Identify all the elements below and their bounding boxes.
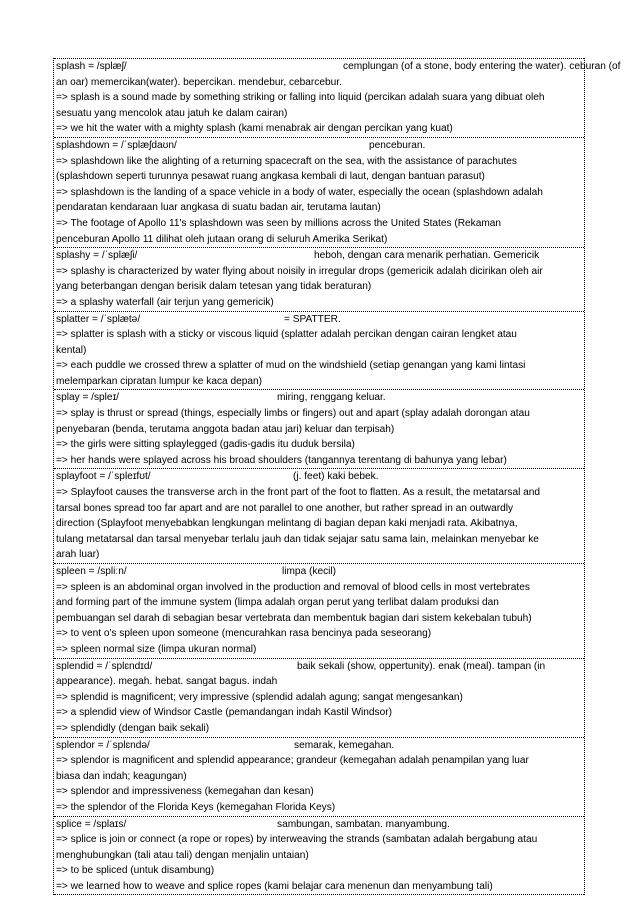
definition: = SPATTER. [284, 313, 341, 325]
entry-text-line: => spleen normal size (limpa ukuran normal) [56, 643, 257, 655]
definition: baik sekali (show, oppertunity). enak (meal). tampan (in [297, 660, 546, 672]
definition: limpa (kecil) [282, 566, 337, 577]
entry-text-line: => to be spliced (untuk disambung) [56, 865, 215, 877]
entry-text-line: => The footage of Apollo 11's splashdown was seen by millions across the United States (Rekaman [56, 217, 502, 229]
dictionary-entry [54, 468, 584, 563]
entry-text-line: => to vent o's spleen upon someone (mencurahkan rasa bencinya pada seseorang) [56, 628, 432, 640]
entry-heading-line [56, 312, 582, 328]
headword: splice = /splaɪs/ [56, 818, 127, 830]
headword: splashdown = /ˈsplæʃdaʊn/ [56, 139, 177, 151]
dictionary-entry [54, 658, 584, 737]
entry-text-line: => splendidly (dengan baik sekali) [56, 722, 210, 734]
headword: splendid = /ˈsplɛndɪd/ [56, 660, 153, 672]
dictionary-entry [54, 58, 621, 137]
entry-text-line: an oar) memercikan(water). bepercikan. mendebur, cebarcebur. [56, 76, 342, 88]
entry-text-line: sesuatu yang mencolok atau jatuh ke dalam cairan) [56, 107, 288, 119]
definition: sambungan, sambatan. manyambung. [277, 818, 450, 830]
entry-text-line: => spleen is an abdominal organ involved in the production and removal of blood cells in most vertebrates [56, 581, 530, 593]
headword: splay = /spleɪ/ [56, 392, 119, 404]
entry-heading-line [56, 738, 582, 754]
entry-text-line: (splashdown seperti turunnya pesawat ruang angkasa kembali di laut, dengan bantuan parasut) [56, 171, 485, 183]
entry-text-line: penceburan Apollo 11 dilihat oleh jutaan orang di seluruh Amerika Serikat) [56, 233, 388, 245]
headword: splendor = /ˈsplɛndə/ [56, 739, 150, 751]
headword: splashy = /ˈsplæʃi/ [56, 250, 138, 262]
entry-text-line: penyebaran (benda, terutama anggota badan atau jari) keluar dan terpisah) [56, 423, 395, 435]
headword: splayfoot = /ˈspleɪfʊt/ [56, 471, 151, 483]
definition: miring, renggang keluar. [277, 392, 386, 404]
entry-text-line: melemparkan cipratan lumpur ke kaca depan) [56, 375, 262, 387]
headword: spleen = /spliːn/ [56, 566, 127, 577]
entry-text-line: => splatter is splash with a sticky or viscous liquid (splatter adalah percikan dengan cairan lengket atau [56, 329, 517, 341]
dictionary-entry [54, 563, 584, 658]
entry-text-line: => her hands were splayed across his broad shoulders (tangannya terentang di bahunya yang lebar) [56, 454, 507, 466]
entry-heading-line [56, 564, 582, 580]
definition: (j. feet) kaki bebek. [293, 471, 379, 483]
entry-text-line: yang beterbangan dengan berisik dalam tetesan yang tidak beraturan) [56, 281, 372, 293]
entry-text-line: biasa dan indah; keagungan) [56, 770, 187, 782]
entry-text-line: tarsal bones spread too far apart and are not parallel to one another, but rather spread in an outwardly [56, 502, 514, 514]
entry-text-line: appearance). megah. hebat. sangat bagus. indah [56, 676, 278, 688]
entry-heading-line [56, 469, 582, 485]
entry-text-line: => we hit the water with a mighty splash (kami menabrak air dengan percikan yang kuat) [56, 123, 453, 135]
entry-text-line: => we learned how to weave and splice ropes (kami belajar cara menenun dan menyambung tali) [56, 880, 493, 892]
entry-heading-line [56, 390, 582, 406]
entry-text-line: kental) [56, 344, 87, 356]
entry-text-line: => the splendor of the Florida Keys (kemegahan Florida Keys) [56, 801, 336, 813]
entry-text-line: => splash is a sound made by something striking or falling into liquid (percikan adalah suara yang dibuat oleh [56, 92, 545, 104]
definition: cemplungan (of a stone, body entering the water). ceburan (of [343, 61, 621, 72]
dictionary-entry [54, 737, 584, 816]
entry-text-line: => splashdown is the landing of a space vehicle in a body of water, especially the ocean (splashdown adalah [56, 186, 543, 198]
dictionary-document [53, 58, 621, 895]
entry-text-line: pendaratan kendaraan luar angkasa di suatu badan air, terutama lautan) [56, 202, 381, 214]
entry-text-line: => splashdown like the alighting of a returning spacecraft on the sea, with the assistance of parachutes [56, 155, 517, 167]
entry-text-line: tulang metatarsal dan tarsal menyebar terlalu jauh dan tidak sejajar satu sama lain, melainkan menyebar ke [56, 533, 539, 545]
dictionary-entry [54, 389, 584, 468]
headword: splatter = /ˈsplætə/ [56, 313, 141, 325]
entry-text-line: => a splashy waterfall (air terjun yang gemericik) [56, 296, 274, 308]
entry-text-line: => splendor and impressiveness (kemegahan dan kesan) [56, 786, 314, 798]
entry-text-line: => a splendid view of Windsor Castle (pemandangan indah Kastil Windsor) [56, 707, 392, 719]
dictionary-entry [54, 816, 584, 896]
entry-text-line: pembuangan sel darah di sebagian besar vertebrata dan membentuk bagian dari sistem kekebalan tubuh) [56, 612, 532, 624]
headword: splash = /splæʃ/ [56, 61, 127, 72]
definition: semarak, kemegahan. [294, 739, 395, 751]
definition: heboh, dengan cara menarik perhatian. Gemericik [314, 250, 540, 262]
dictionary-entry [54, 247, 584, 310]
entry-text-line: => the girls were sitting splaylegged (gadis-gadis itu duduk bersila) [56, 439, 355, 451]
entry-text-line: => splendor is magnificent and splendid appearance; grandeur (kemegahan adalah penampilan yang luar [56, 755, 529, 767]
entry-text-line: => splendid is magnificent; very impressive (splendid adalah agung; sangat mengesankan) [56, 691, 463, 703]
entry-text-line: => splay is thrust or spread (things, especially limbs or fingers) out and apart (splay adalah dorongan atau [56, 408, 530, 420]
entry-heading-line [56, 817, 582, 833]
entry-text-line: and forming part of the immune system (limpa adalah organ perut yang terlibat dalam produksi dan [56, 597, 499, 609]
entry-text-line: arah luar) [56, 549, 100, 561]
entry-text-line: => each puddle we crossed threw a splatter of mud on the windshield (setiap genangan yang kami lintasi [56, 360, 526, 372]
dictionary-entry [54, 311, 584, 390]
entry-text-line: => splice is join or connect (a rope or ropes) by interweaving the strands (sambatan adalah bergabung atau [56, 834, 538, 846]
entry-text-line: => Splayfoot causes the transverse arch in the front part of the foot to flatten. As a result, the metatarsal and [56, 487, 541, 499]
entry-text-line: menghubungkan (tali atau tali) dengan menjalin untaian) [56, 849, 309, 861]
entry-heading-line [56, 59, 621, 75]
entry-heading-line [56, 138, 582, 154]
definition: penceburan. [369, 139, 426, 151]
entry-heading-line [56, 248, 582, 264]
entry-heading-line [56, 659, 582, 675]
entry-text-line: => splashy is characterized by water flying about noisily in irregular drops (gemericik adalah dicirikan oleh air [56, 265, 543, 277]
dictionary-entry [54, 137, 584, 247]
entry-text-line: direction (Splayfoot menyebabkan lengkungan melintang di bagian depan kaki menjadi rata. Akibatnya, [56, 518, 518, 530]
